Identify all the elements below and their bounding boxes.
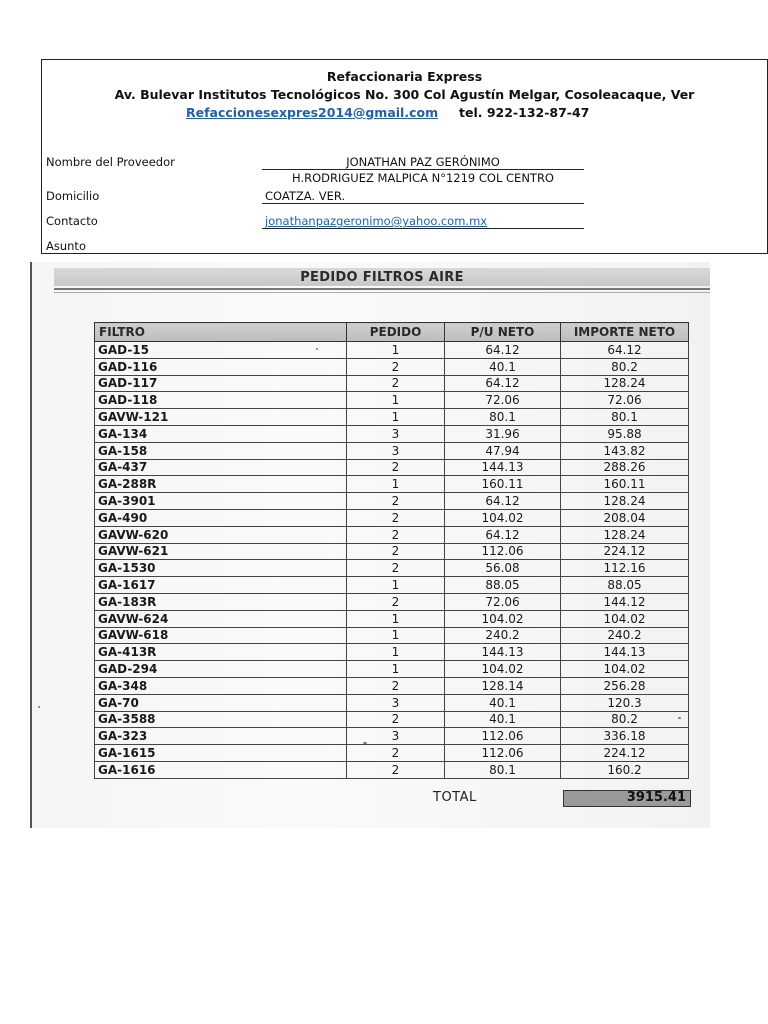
unit-price-cell: 160.11 (445, 476, 561, 493)
amount-cell: 240.2 (561, 627, 689, 644)
quantity-cell: 3 (347, 694, 445, 711)
table-row (95, 409, 689, 426)
quantity-cell: 2 (347, 745, 445, 762)
table-row (95, 392, 689, 409)
table-row (95, 711, 689, 728)
table-row (95, 493, 689, 510)
unit-price-cell: 104.02 (445, 610, 561, 627)
supplier-label: Nombre del Proveedor (46, 155, 175, 169)
amount-cell: 88.05 (561, 577, 689, 594)
company-email-link[interactable]: Refaccionesexpres2014@gmail.com (186, 105, 439, 120)
contact-email-link[interactable]: jonathanpazgeronimo@yahoo.com.mx (262, 214, 584, 229)
filter-code-cell: GA-183R (95, 593, 347, 610)
filter-code-cell: GA-348 (95, 677, 347, 694)
filter-code-cell: GA-1616 (95, 761, 347, 778)
filter-code-cell: GA-158 (95, 442, 347, 459)
amount-cell: 160.2 (561, 761, 689, 778)
amount-cell: 224.12 (561, 745, 689, 762)
amount-cell: 288.26 (561, 459, 689, 476)
unit-price-cell: 72.06 (445, 593, 561, 610)
quantity-cell: 2 (347, 375, 445, 392)
sheet-title-band (54, 268, 710, 286)
amount-cell: 72.06 (561, 392, 689, 409)
unit-price-cell: 56.08 (445, 560, 561, 577)
filter-code-cell: GAVW-121 (95, 409, 347, 426)
table-row (95, 425, 689, 442)
supplier-value: JONATHAN PAZ GERÓNIMO (262, 155, 584, 170)
quantity-cell: 2 (347, 761, 445, 778)
header-importe-neto: IMPORTE NETO (561, 323, 689, 342)
unit-price-cell: 40.1 (445, 694, 561, 711)
table-row (95, 694, 689, 711)
unit-price-cell: 40.1 (445, 358, 561, 375)
quantity-cell: 2 (347, 560, 445, 577)
quantity-cell: 2 (347, 509, 445, 526)
filter-code-cell: GA-3588 (95, 711, 347, 728)
amount-cell: 128.24 (561, 493, 689, 510)
filter-code-cell: GA-3901 (95, 493, 347, 510)
table-row (95, 677, 689, 694)
unit-price-cell: 144.13 (445, 459, 561, 476)
quantity-cell: 3 (347, 425, 445, 442)
filter-code-cell: GA-1617 (95, 577, 347, 594)
filter-code-cell: GA-288R (95, 476, 347, 493)
total-value: 3915.41 (563, 790, 691, 807)
table-row (95, 459, 689, 476)
quantity-cell: 3 (347, 728, 445, 745)
quantity-cell: 1 (347, 610, 445, 627)
table-row (95, 526, 689, 543)
quantity-cell: 1 (347, 627, 445, 644)
filter-code-cell: GA-413R (95, 644, 347, 661)
contact-label: Contacto (46, 214, 98, 228)
unit-price-cell: 104.02 (445, 509, 561, 526)
quantity-cell: 1 (347, 409, 445, 426)
scan-edge (30, 262, 32, 828)
filter-code-cell: GAVW-624 (95, 610, 347, 627)
scan-speck (316, 348, 318, 350)
filter-code-cell: GAD-294 (95, 661, 347, 678)
table-row (95, 661, 689, 678)
amount-cell: 80.2 (561, 711, 689, 728)
order-table-body (95, 342, 689, 779)
quantity-cell: 2 (347, 543, 445, 560)
sheet-rule (54, 292, 710, 293)
order-table (94, 322, 689, 779)
unit-price-cell: 64.12 (445, 375, 561, 392)
amount-cell: 256.28 (561, 677, 689, 694)
unit-price-cell: 240.2 (445, 627, 561, 644)
unit-price-cell: 64.12 (445, 342, 561, 359)
total-label: TOTAL (433, 790, 477, 805)
filter-code-cell: GAD-118 (95, 392, 347, 409)
filter-code-cell: GAVW-621 (95, 543, 347, 560)
company-phone: tel. 922-132-87-47 (459, 105, 590, 120)
scanned-order-sheet (30, 262, 710, 828)
quantity-cell: 2 (347, 711, 445, 728)
quantity-cell: 2 (347, 526, 445, 543)
table-row (95, 745, 689, 762)
unit-price-cell: 112.06 (445, 745, 561, 762)
filter-code-cell: GA-70 (95, 694, 347, 711)
scan-speck (363, 742, 367, 744)
amount-cell: 143.82 (561, 442, 689, 459)
filter-code-cell: GA-490 (95, 509, 347, 526)
table-row (95, 728, 689, 745)
filter-code-cell: GA-323 (95, 728, 347, 745)
unit-price-cell: 64.12 (445, 526, 561, 543)
address-label: Domicilio (46, 189, 100, 203)
sheet-title: PEDIDO FILTROS AIRE (300, 270, 464, 285)
unit-price-cell: 112.06 (445, 543, 561, 560)
table-row (95, 442, 689, 459)
table-row (95, 342, 689, 359)
unit-price-cell: 80.1 (445, 761, 561, 778)
amount-cell: 336.18 (561, 728, 689, 745)
unit-price-cell: 40.1 (445, 711, 561, 728)
amount-cell: 104.02 (561, 610, 689, 627)
supplier-header-box (41, 59, 768, 254)
amount-cell: 224.12 (561, 543, 689, 560)
header-pu-neto: P/U NETO (445, 323, 561, 342)
quantity-cell: 2 (347, 358, 445, 375)
unit-price-cell: 104.02 (445, 661, 561, 678)
table-row (95, 593, 689, 610)
company-name: Refaccionaria Express (326, 69, 483, 84)
table-row (95, 644, 689, 661)
quantity-cell: 1 (347, 476, 445, 493)
unit-price-cell: 80.1 (445, 409, 561, 426)
unit-price-cell: 128.14 (445, 677, 561, 694)
unit-price-cell: 64.12 (445, 493, 561, 510)
quantity-cell: 1 (347, 392, 445, 409)
filter-code-cell: GA-1615 (95, 745, 347, 762)
quantity-cell: 2 (347, 493, 445, 510)
amount-cell: 120.3 (561, 694, 689, 711)
amount-cell: 144.12 (561, 593, 689, 610)
amount-cell: 144.13 (561, 644, 689, 661)
unit-price-cell: 47.94 (445, 442, 561, 459)
header-pedido: PEDIDO (347, 323, 445, 342)
company-address: Av. Bulevar Institutos Tecnológicos No. 300 Col Agustín Melgar, Cosoleacaque, Ver (114, 87, 695, 102)
scan-speck (678, 717, 681, 719)
header-filtro: FILTRO (95, 323, 347, 342)
amount-cell: 104.02 (561, 661, 689, 678)
unit-price-cell: 144.13 (445, 644, 561, 661)
address-line2: COATZA. VER. (262, 189, 584, 204)
table-row (95, 560, 689, 577)
table-row (95, 610, 689, 627)
quantity-cell: 1 (347, 661, 445, 678)
amount-cell: 64.12 (561, 342, 689, 359)
table-row (95, 375, 689, 392)
unit-price-cell: 72.06 (445, 392, 561, 409)
filter-code-cell: GA-437 (95, 459, 347, 476)
filter-code-cell: GAD-15 (95, 342, 347, 359)
quantity-cell: 1 (347, 577, 445, 594)
table-header-row (95, 323, 689, 342)
table-row (95, 476, 689, 493)
table-row (95, 761, 689, 778)
filter-code-cell: GAD-117 (95, 375, 347, 392)
address-line1: H.RODRIGUEZ MALPICA N°1219 COL CENTRO (292, 171, 554, 185)
amount-cell: 160.11 (561, 476, 689, 493)
scan-speck (38, 706, 40, 708)
quantity-cell: 1 (347, 644, 445, 661)
table-row (95, 358, 689, 375)
amount-cell: 80.1 (561, 409, 689, 426)
unit-price-cell: 112.06 (445, 728, 561, 745)
amount-cell: 128.24 (561, 375, 689, 392)
unit-price-cell: 88.05 (445, 577, 561, 594)
filter-code-cell: GA-1530 (95, 560, 347, 577)
quantity-cell: 3 (347, 442, 445, 459)
quantity-cell: 1 (347, 342, 445, 359)
filter-code-cell: GA-134 (95, 425, 347, 442)
amount-cell: 80.2 (561, 358, 689, 375)
quantity-cell: 2 (347, 459, 445, 476)
amount-cell: 95.88 (561, 425, 689, 442)
table-row (95, 543, 689, 560)
quantity-cell: 2 (347, 593, 445, 610)
filter-code-cell: GAVW-620 (95, 526, 347, 543)
table-row (95, 509, 689, 526)
unit-price-cell: 31.96 (445, 425, 561, 442)
filter-code-cell: GAD-116 (95, 358, 347, 375)
subject-label: Asunto (46, 239, 86, 253)
table-row (95, 627, 689, 644)
amount-cell: 112.16 (561, 560, 689, 577)
table-row (95, 577, 689, 594)
amount-cell: 128.24 (561, 526, 689, 543)
filter-code-cell: GAVW-618 (95, 627, 347, 644)
quantity-cell: 2 (347, 677, 445, 694)
sheet-rule (54, 288, 710, 290)
amount-cell: 208.04 (561, 509, 689, 526)
